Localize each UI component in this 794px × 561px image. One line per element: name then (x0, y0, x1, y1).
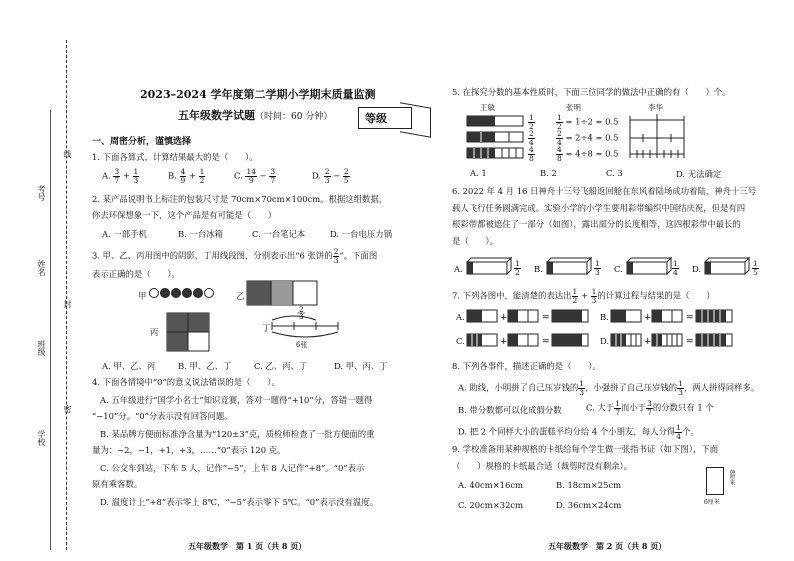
q6-ribbon-a (466, 256, 512, 278)
footer-right: 五年级数学 第 2 页（共 8 页） (548, 541, 667, 551)
q3-label-bing: 丙 (150, 327, 159, 337)
label-xingming: 姓名 (37, 260, 46, 276)
q7-figure-d (610, 332, 734, 348)
q3-option-a: A. 甲、乙、丙 (102, 361, 156, 371)
fold-line (66, 40, 67, 550)
q6-line1: 6. 2022 年 4 月 16 日神舟十三号飞船返回舱在东风着陆场成功着陆，神舟十三号 (452, 186, 757, 196)
svg-text:2: 2 (299, 306, 304, 314)
q9-line2: （ ）规格的卡纸最合适（裁剪时没有剩余）。 (452, 460, 633, 471)
mark-xian: 线 (63, 150, 72, 158)
q3-option-d: D. 甲、丙、丁 (334, 361, 388, 371)
label-xuexiao: 学校 (37, 430, 46, 446)
q5-text: 5. 在探究分数的基本性质时，下面三位同学的做法中正确的有（ ）个。 (452, 87, 731, 97)
q6-line3: 根彩带都被遮住了一部分（如图），露出部分的长度相等，这四根彩带中最长的 (452, 219, 741, 229)
q2-block (92, 194, 387, 220)
q4-a-line2: “−10”分。“0”分表示没有回答问题。 (92, 411, 233, 421)
q9-option-d: D. 36cm×24cm (556, 500, 622, 510)
q3-line1: 3. 甲、乙、丙用图中的阴影，丁用线段图，分别表示出“6 张饼的 $\frac{2}{3}$ ”。下面图 (92, 247, 378, 265)
q5-frac-1: $\frac{1}{2}$ (529, 113, 534, 131)
svg-text:+: + (644, 337, 652, 347)
q5-zhang-row1: $\frac{1}{2}$ = 1÷2 = 0.5 (557, 113, 619, 131)
q5-wangmin-bars (466, 114, 536, 162)
q7-figure-b (610, 308, 734, 324)
q6-line4: 是（ ）。 (452, 235, 499, 246)
q1-option-c: C. $\frac{14}{9}$ − $\frac{3}{7}$ (234, 167, 276, 185)
q9-block (452, 444, 718, 471)
q9-card-figure (706, 467, 724, 495)
q5-frac-2: $\frac{2}{4}$ (529, 129, 534, 147)
q8-option-b: B. 带分数都可以化成假分数 (458, 405, 562, 415)
grade-box: 等级 (358, 107, 412, 129)
q6-frac-a: $\frac{1}{2}$ (515, 259, 520, 277)
q6-frac-c: $\frac{1}{4}$ (673, 259, 678, 277)
q1-option-b: B. $\frac{4}{9}$ + $\frac{1}{2}$ (168, 167, 205, 185)
q9-card-height: 8厘米 (728, 470, 735, 486)
q3-figure-yi (246, 280, 318, 306)
left-column (92, 137, 432, 163)
q3-figure-bing (166, 312, 210, 352)
seal-line (50, 110, 51, 550)
q4-a-line1: A. 五年级进行“国学小名士”知识竞赛，答对一题得“+10”分，答错一题得 (100, 394, 373, 405)
svg-text:=: = (686, 337, 694, 347)
q2-option-a: A. 一部手机 (102, 229, 147, 239)
q2-option-c: C. 一台笔记本 (252, 229, 306, 239)
q3-line2: 表示正确的是（ ）。 (92, 269, 180, 279)
section-title: 一、周密分析，谨慎选择 (92, 137, 192, 147)
q3-label-yi: 乙 (236, 291, 245, 301)
q4-c-line1: C. 公交车到站，下车 5 人，记作“−5”，上车 8 人记作“+8”。“0”表示 (100, 462, 365, 473)
exam-title: 2023–2024 学年度第二学期小学期末质量监测 (140, 88, 376, 101)
q5-zhang-row2: $\frac{2}{4}$ = 2÷4 = 0.5 (557, 129, 619, 147)
q5-option-c: C. 3 (606, 168, 623, 178)
q8-option-c: C. 大于 $\frac{1}{7}$ 而小于 $\frac{3}{7}$ 的分数只有 1 个 (586, 399, 714, 417)
q5-frac-3: $\frac{4}{8}$ (529, 145, 534, 163)
q6-ribbon-b (546, 256, 592, 278)
q7-figure-c (466, 332, 590, 348)
q5-name-lihua: 李华 (648, 103, 663, 112)
q7-option-d: D. (600, 336, 610, 346)
q5-option-d: D. 无法确定 (676, 169, 722, 179)
q3-seg-label: 6张 (296, 341, 308, 349)
q1-option-d: D. $\frac{2}{3}$ − $\frac{2}{5}$ (312, 167, 349, 185)
q6-block (452, 186, 756, 246)
svg-text:+: + (644, 313, 652, 323)
q4-text: 4. 下面各情境中“0”的意义说法错误的是（ ）。 (92, 377, 280, 387)
q8-text: 8. 下列各事件，描述正确的是（ ）。 (452, 361, 601, 371)
q5-name-wangmin: 王敏 (480, 103, 495, 112)
svg-text:=: = (686, 313, 694, 323)
q9-option-a: A. 40cm×16cm (458, 480, 523, 490)
q7-option-c: C. (456, 336, 465, 346)
q5-zhang-row3: $\frac{4}{8}$ = 4÷8 = 0.5 (557, 145, 619, 163)
svg-text:+: + (500, 313, 508, 323)
footer-left: 五年级数学 第 1 页（共 8 页） (188, 541, 307, 551)
q5-lihua-numberline (628, 110, 688, 160)
q6-line2: 载人飞行任务圆满完成。实验小学的小学生要用彩带编织中国结庆祝，但是有四 (452, 202, 746, 213)
q7-text: 7. 下列各图中，能清楚的表达出 $\frac{1}{2}$ + $\frac{1}{3}$ 的计算过程与结果的是（ ） (452, 287, 715, 305)
q3-figure-ding (268, 304, 342, 344)
svg-text:+: + (500, 337, 508, 347)
q5-option-b: B. 2 (540, 168, 557, 178)
svg-text:=: = (542, 337, 550, 347)
q1-option-a: A. $\frac{3}{7}$ + $\frac{1}{3}$ (102, 167, 139, 185)
q3-label-jia: 甲 (138, 291, 147, 301)
q9-option-b: B. 18cm×25cm (556, 480, 622, 490)
q4-d: D. 温度计上“+8”表示零上 8℃，“−5”表示零下 5℃。“0”表示没有温度。 (100, 496, 379, 507)
q4-b-line1: B. 某品牌方便面标准净含量为“120±3”克，质检师检查了一批方便面的重 (100, 428, 375, 439)
q2-line2: 你去环保想象一下，这个产品是有可能是（ ） (92, 209, 277, 220)
q9-card-width: 6厘米 (704, 499, 720, 506)
q7-figure-a (466, 308, 590, 324)
q6-frac-d: $\frac{1}{5}$ (753, 259, 758, 277)
q7-option-b: B. (600, 312, 609, 322)
q7-option-a: A. (456, 312, 465, 322)
q3-option-c: C. 乙、丙、丁 (254, 361, 308, 371)
q4-b-line2: 量为：−2，−1，+1，+3，……“0”表示 120 克。 (92, 445, 286, 455)
mark-mi: 密 (63, 405, 72, 413)
label-kaohao: 考号 (37, 185, 46, 201)
q4-block (92, 377, 378, 507)
mark-feng: 封 (63, 300, 72, 308)
q5-name-zhangming: 张明 (566, 103, 581, 112)
q3-label-ding: 丁 (262, 323, 271, 333)
q2-line1: 2. 某产品说明书上标注的包装尺寸是 70cm×70cm×100cm。根据这组数据， (92, 194, 388, 204)
svg-text:=: = (542, 313, 550, 323)
q3-figure-jia (148, 286, 216, 300)
q9-line1: 9. 学校准备用某种规格的卡纸给每个学生做一张指书证（如下图），下面 (452, 444, 719, 454)
exam-subtitle: 五年级数学试题（时间：60 分钟） (178, 109, 333, 122)
q5-option-a: A. 1 (470, 168, 487, 178)
q6-option-c: C. (614, 264, 623, 274)
label-banji: 班级 (37, 340, 46, 356)
q2-option-b: B. 一台冰箱 (178, 229, 223, 239)
q6-ribbon-d (704, 256, 750, 278)
q4-c-line2: 原有乘客数。 (92, 479, 143, 489)
q3-option-b: B. 甲、乙、丁 (178, 361, 232, 371)
svg-text:3: 3 (299, 313, 304, 321)
q6-frac-b: $\frac{1}{3}$ (595, 259, 600, 277)
q1-text: 1. 下面各算式，计算结果最大的是（ ）。 (92, 152, 258, 163)
q6-option-d: D. (692, 264, 702, 274)
q8-option-d: D. 把 2 个同样大小的蛋糕平均分给 4 个小朋友，每人分得 $\frac{1}{4}$ 个。 (458, 423, 699, 441)
q6-option-a: A. (454, 264, 463, 274)
q9-option-c: C. 20cm×32cm (458, 500, 524, 510)
q2-option-d: D. 一台电压力锅 (330, 229, 392, 239)
q6-ribbon-c (626, 256, 672, 278)
q8-option-a: A. 助线，小明拼了自己压岁钱的 $\frac{1}{3}$ ，小强拼了自己压岁钱的 $\frac{1}{3}$ ，两人拼得同样多。 (458, 379, 760, 397)
q6-option-b: B. (534, 264, 543, 274)
